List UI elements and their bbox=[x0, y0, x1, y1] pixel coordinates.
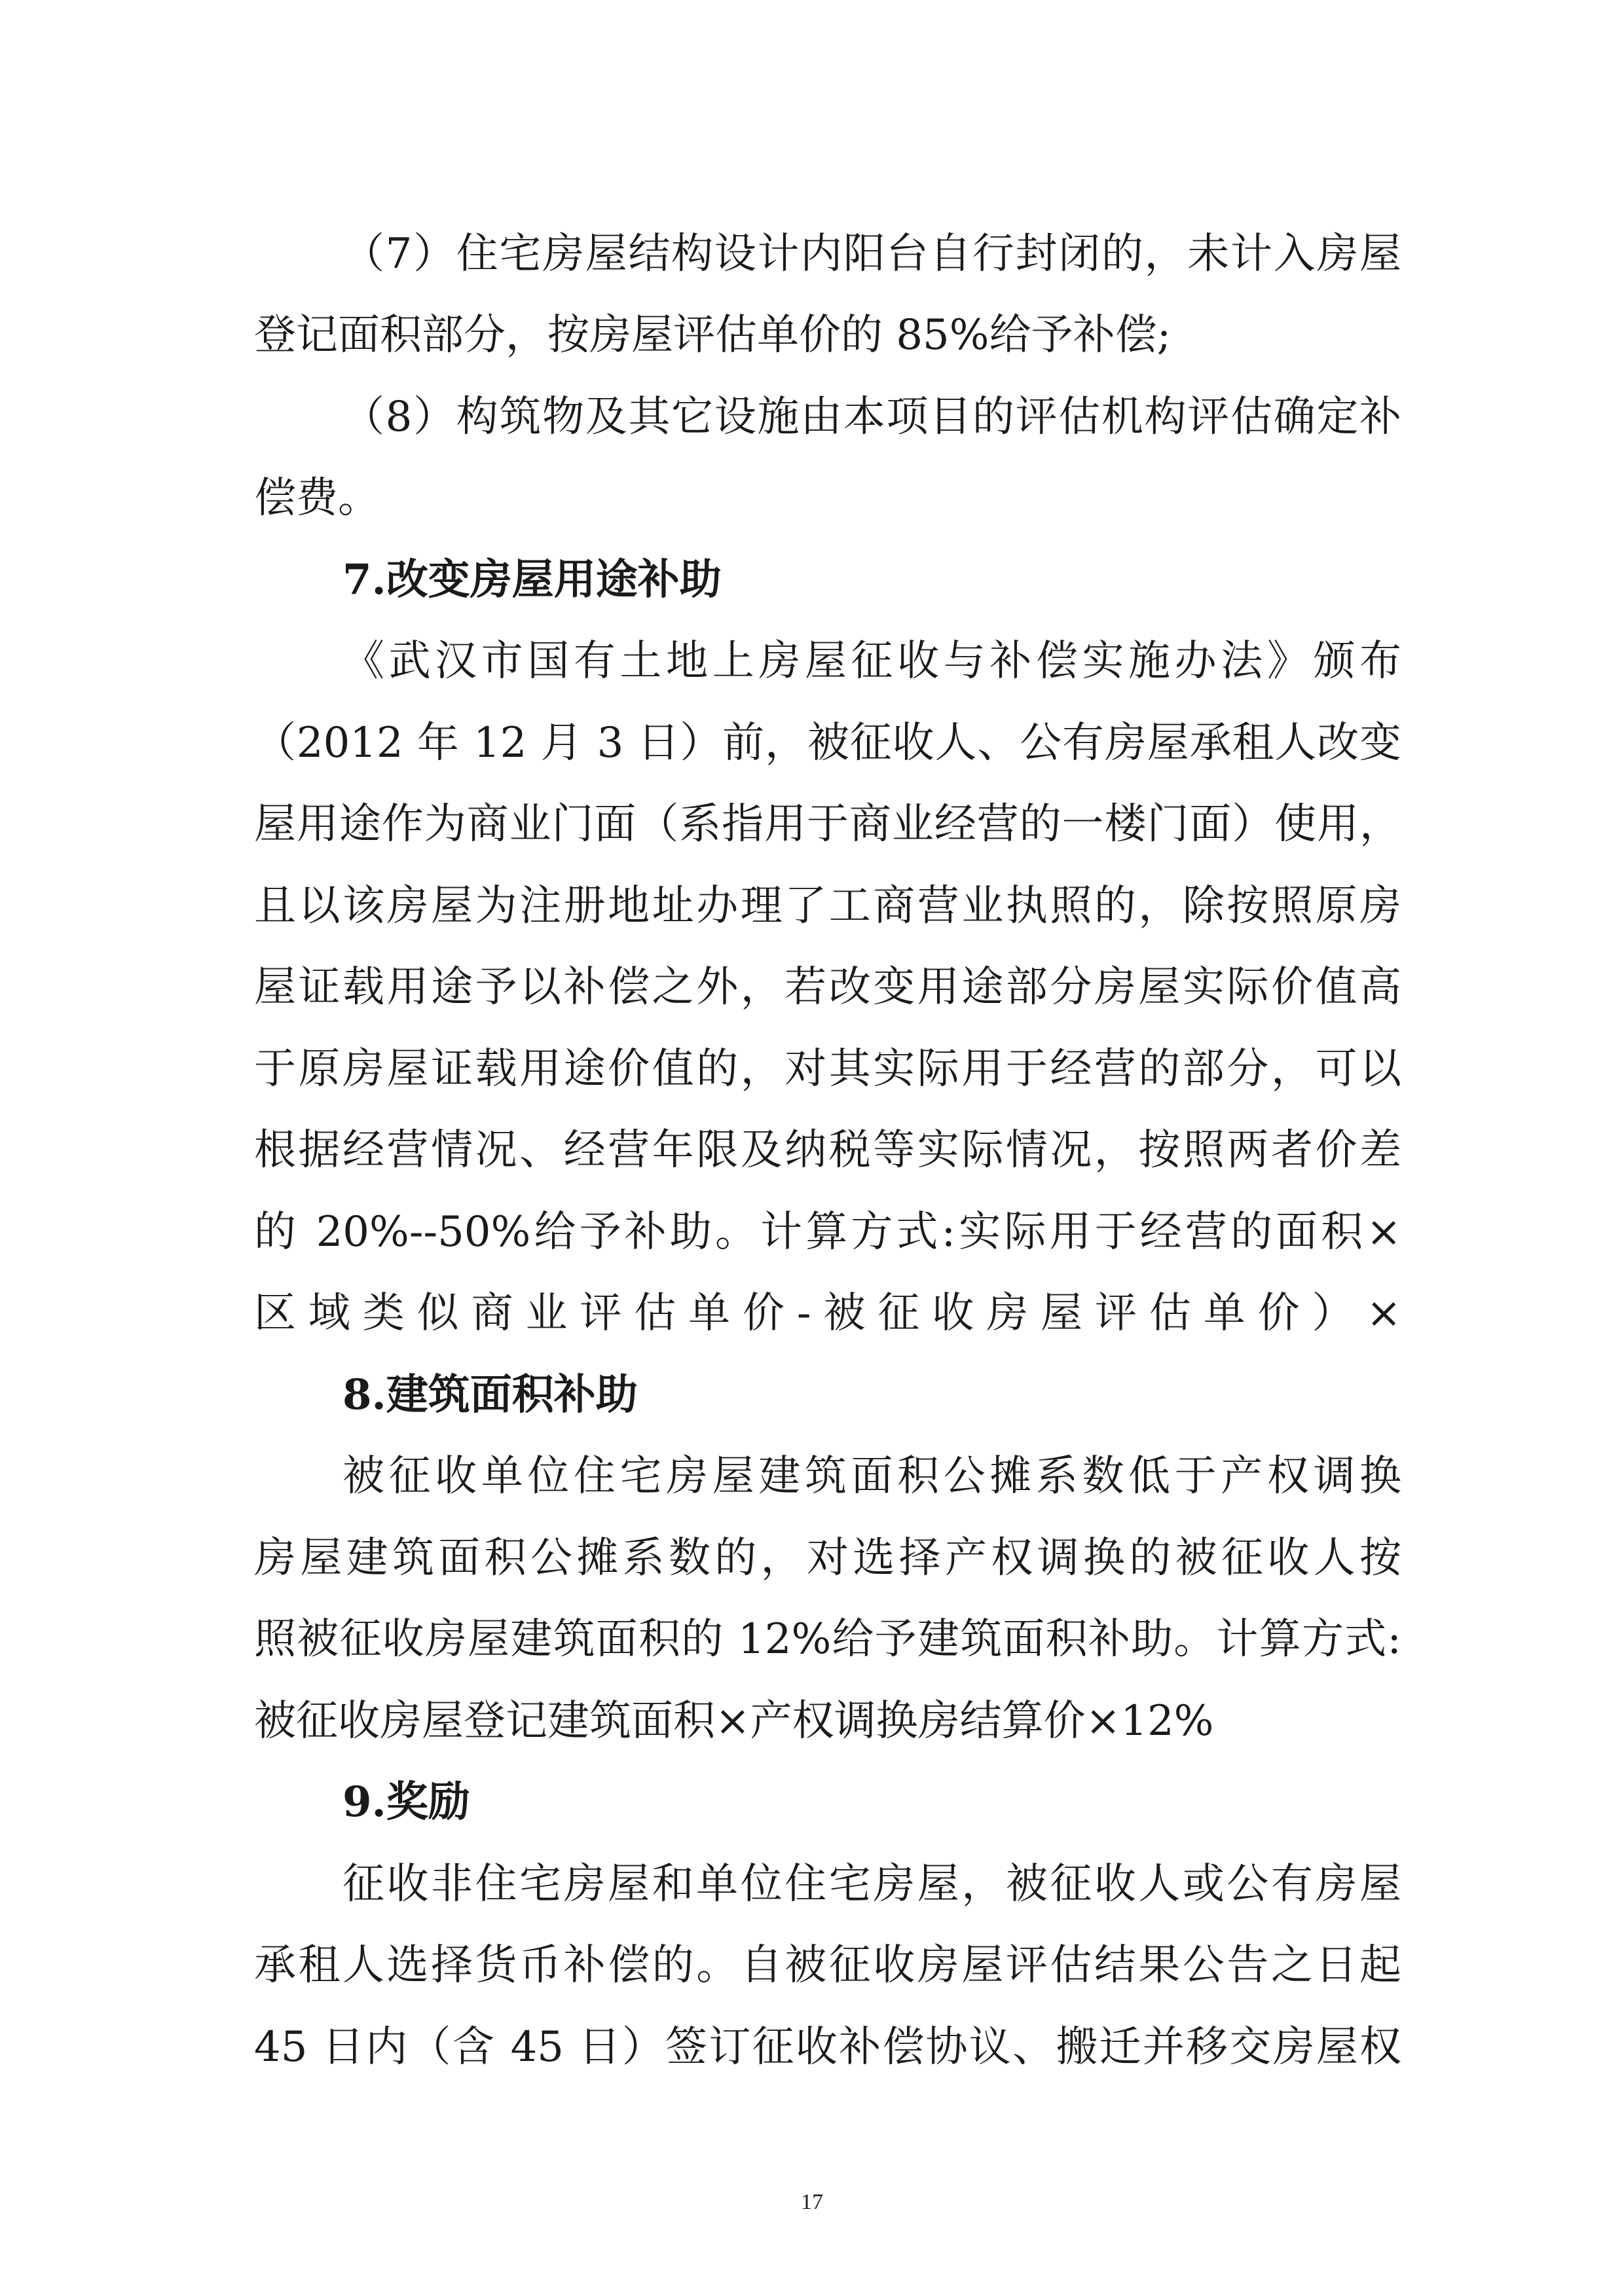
text-line: （7）住宅房屋结构设计内阳台自行封闭的，未计入房屋 bbox=[342, 230, 1401, 278]
text-line: 且以该房屋为注册地址办理了工商营业执照的，除按照原房 bbox=[254, 882, 1401, 930]
text-line: 的 20%--50%给予补助。计算方式:实际用于经营的面积× bbox=[254, 1208, 1401, 1256]
text-line: 征收非住宅房屋和单位住宅房屋，被征收人或公有房屋 bbox=[342, 1860, 1401, 1908]
text-line: 登记面积部分，按房屋评估单价的 85%给予补偿; bbox=[254, 311, 1172, 359]
page-number: 17 bbox=[801, 2190, 823, 2214]
text-line: 屋证载用途予以补偿之外，若改变用途部分房屋实际价值高 bbox=[254, 963, 1401, 1011]
text-line: 区域类似商业评估单价-被征收房屋评估单价）× bbox=[254, 1289, 1401, 1338]
text-line: （8）构筑物及其它设施由本项目的评估机构评估确定补 bbox=[342, 393, 1401, 441]
text-line: 屋用途作为商业门面（系指用于商业经营的一楼门面）使用， bbox=[254, 800, 1401, 848]
text-line: 被征收单位住宅房屋建筑面积公摊系数低于产权调换 bbox=[342, 1452, 1401, 1501]
text-line: （2012 年 12 月 3 日）前，被征收人、公有房屋承租人改变 bbox=[254, 719, 1401, 767]
text-line: 于原房屋证载用途价值的，对其实际用于经营的部分，可以 bbox=[254, 1045, 1401, 1093]
text-line: 被征收房屋登记建筑面积×产权调换房结算价×12% bbox=[254, 1697, 1214, 1745]
text-line: 45 日内（含 45 日）签订征收补偿协议、搬迁并移交房屋权 bbox=[254, 2023, 1401, 2071]
text-line: 根据经营情况、经营年限及纳税等实际情况，按照两者价差 bbox=[254, 1126, 1401, 1175]
section-heading: 7.改变房屋用途补助 bbox=[342, 555, 722, 604]
section-heading: 8.建筑面积补助 bbox=[342, 1370, 638, 1419]
text-line: 照被征收房屋建筑面积的 12%给予建筑面积补助。计算方式: bbox=[254, 1615, 1401, 1664]
text-line: 房屋建筑面积公摊系数的，对选择产权调换的被征收人按 bbox=[254, 1534, 1401, 1582]
text-line: 《武汉市国有土地上房屋征收与补偿实施办法》颁布 bbox=[342, 637, 1401, 685]
section-heading: 9.奖励 bbox=[342, 1777, 470, 1827]
text-line: 偿费。 bbox=[254, 474, 380, 522]
text-line: 承租人选择货币补偿的。自被征收房屋评估结果公告之日起 bbox=[254, 1941, 1401, 1990]
